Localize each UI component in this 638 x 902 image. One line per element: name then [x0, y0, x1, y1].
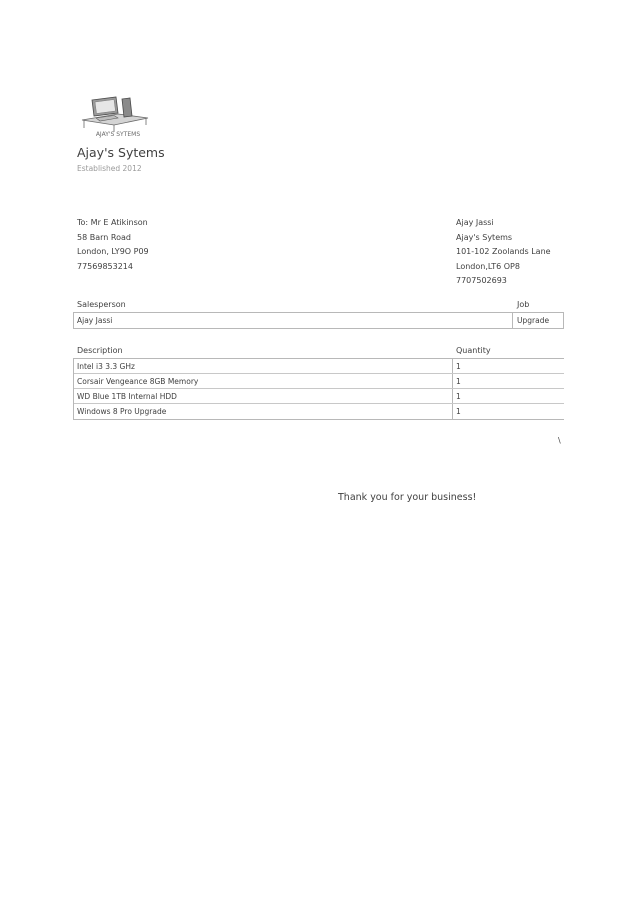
computer-logo-icon — [78, 94, 158, 140]
job-header: Job — [517, 300, 530, 309]
sender-name: Ajay Jassi — [456, 218, 494, 227]
row-divider — [74, 388, 564, 389]
recipient-phone: 77569853214 — [77, 261, 133, 271]
row-divider — [74, 373, 564, 374]
sender-phone: 7707502693 — [456, 276, 507, 285]
established-date: Established 2012 — [77, 164, 142, 173]
sender-city: London,LT6 OP8 — [456, 261, 520, 271]
job-value: Upgrade — [517, 316, 550, 325]
item-description: Corsair Vengeance 8GB Memory — [77, 377, 199, 386]
salesperson-divider — [512, 312, 513, 329]
recipient-city: London, LY9O P09 — [77, 247, 149, 256]
description-header: Description — [77, 346, 123, 355]
recipient-name: To: Mr E Atikinson — [77, 218, 148, 227]
sender-address — [456, 216, 551, 289]
item-description: WD Blue 1TB Internal HDD — [77, 392, 177, 401]
item-quantity: 1 — [456, 377, 461, 386]
quantity-header: Quantity — [456, 346, 491, 355]
company-logo — [78, 94, 158, 140]
item-description: Intel i3 3.3 GHz — [77, 362, 135, 371]
salesperson-table — [73, 312, 564, 329]
item-description: Windows 8 Pro Upgrade — [77, 407, 167, 416]
salesperson-value: Ajay Jassi — [77, 316, 113, 325]
logo-text: AJAY'S SYTEMS — [95, 131, 141, 138]
item-quantity: 1 — [456, 392, 461, 401]
recipient-address — [77, 216, 149, 274]
stray-mark: \ — [558, 436, 561, 445]
items-divider — [452, 358, 453, 420]
company-name: Ajay's Sytems — [77, 145, 165, 160]
sender-street: 101-102 Zoolands Lane — [456, 247, 551, 256]
item-quantity: 1 — [456, 362, 461, 371]
row-divider — [74, 403, 564, 404]
sender-company: Ajay's Sytems — [456, 232, 513, 242]
recipient-street: 58 Barn Road — [77, 232, 131, 242]
item-quantity: 1 — [456, 407, 461, 416]
thank-you-message: Thank you for your business! — [338, 492, 477, 503]
salesperson-header: Salesperson — [77, 300, 126, 309]
